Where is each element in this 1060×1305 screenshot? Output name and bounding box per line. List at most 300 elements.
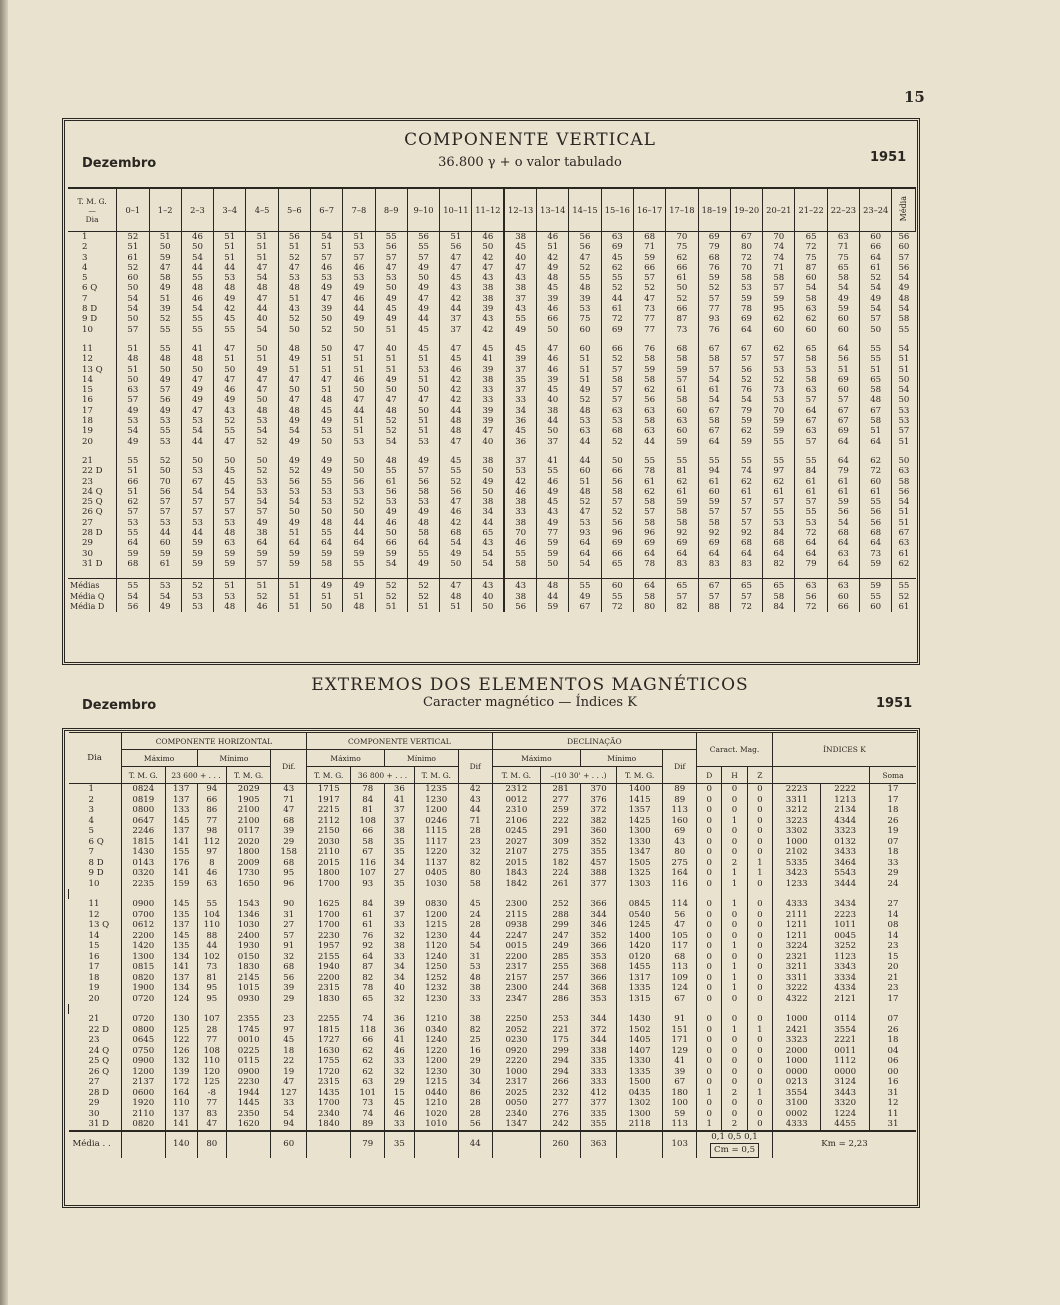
- hour-value: 57: [763, 283, 795, 293]
- hour-value: 47: [569, 507, 601, 517]
- extremes-day-row: [69, 962, 917, 973]
- top-month: Dezembro: [82, 156, 157, 171]
- hour-value: 50: [246, 456, 278, 466]
- hour-value: 64: [407, 538, 439, 548]
- hour-value: 44: [633, 437, 665, 447]
- extremes-day-row: [69, 931, 917, 942]
- hour-value: 52: [601, 354, 633, 364]
- hour-value: 61: [730, 487, 762, 497]
- spacer-cell: [633, 335, 665, 344]
- mean-label: Média D: [70, 601, 105, 611]
- mean-label: Média Q: [70, 591, 105, 601]
- extreme-value: 353: [581, 994, 617, 1005]
- hour-value: 36: [504, 416, 536, 426]
- day-label: 18: [88, 972, 100, 983]
- hour-value: 49: [504, 325, 536, 335]
- hour-value: 55: [214, 325, 246, 335]
- hour-value: 56: [440, 487, 472, 497]
- extreme-value: 31: [271, 910, 307, 921]
- extreme-value: 1843: [492, 868, 540, 879]
- hour-value: 57: [214, 507, 246, 517]
- hour-value: 39: [569, 294, 601, 304]
- day-label: 11: [82, 343, 93, 354]
- extreme-value: 133: [165, 805, 197, 816]
- day-mean: 51: [892, 507, 916, 517]
- hour-value: 53: [569, 304, 601, 314]
- hour-value: 82: [763, 559, 795, 569]
- extreme-value: 66: [351, 826, 385, 837]
- mean-value: 51: [311, 592, 343, 602]
- mean-value: 51: [375, 602, 407, 612]
- hour-value: 53: [117, 416, 149, 426]
- hour-value: 64: [569, 538, 601, 548]
- mean-value: 51: [407, 602, 439, 612]
- hour-header: 22–23: [827, 188, 859, 232]
- extreme-value: 137: [165, 784, 197, 795]
- hour-value: 49: [569, 385, 601, 395]
- hour-value: 44: [181, 437, 213, 447]
- hour-value: 57: [246, 507, 278, 517]
- spacer-cell: [569, 569, 601, 579]
- extreme-value: 232: [541, 1088, 581, 1099]
- day-label: 9 D: [82, 314, 98, 325]
- hour-header: 7–8: [343, 188, 375, 232]
- hour-value: 64: [278, 538, 310, 548]
- day-label: 30: [88, 1108, 100, 1119]
- extreme-value: 33: [869, 858, 916, 869]
- spacer-cell: [311, 569, 343, 579]
- extreme-value: 286: [541, 994, 581, 1005]
- spacer-cell: [827, 335, 859, 344]
- day-label: 30: [82, 548, 93, 559]
- extreme-value: 0600: [121, 1088, 165, 1099]
- v-base-header: 36 800 + . . .: [351, 767, 414, 784]
- extreme-value: 25: [458, 1035, 492, 1046]
- extreme-value: 67: [351, 847, 385, 858]
- hour-value: 58: [407, 487, 439, 497]
- hour-value: 60: [569, 344, 601, 354]
- extreme-value: 2107: [492, 847, 540, 858]
- mean-value: 88: [698, 602, 730, 612]
- spacer-cell: [869, 889, 916, 899]
- extreme-value: 2340: [492, 1109, 540, 1120]
- hour-value: 55: [763, 456, 795, 466]
- hour-value: 61: [827, 477, 859, 487]
- extreme-value: 1330: [616, 1056, 662, 1067]
- hour-value: 57: [698, 507, 730, 517]
- extreme-value: 1917: [307, 795, 351, 806]
- hour-value: 51: [214, 242, 246, 252]
- hour-value: 53: [504, 466, 536, 476]
- hour-value: 44: [407, 314, 439, 324]
- extreme-value: 1405: [616, 1035, 662, 1046]
- hour-value: 61: [117, 253, 149, 263]
- hour-value: 57: [698, 365, 730, 375]
- spacer-cell: [214, 569, 246, 579]
- extreme-value: 2250: [492, 1014, 540, 1025]
- hour-value: 63: [827, 232, 859, 243]
- extremes-day-row: [69, 1046, 917, 1057]
- hour-value: 47: [214, 437, 246, 447]
- spacer-cell: [537, 447, 569, 456]
- hour-value: 51: [343, 232, 375, 243]
- hour-value: 55: [795, 507, 827, 517]
- extreme-value: 1700: [307, 920, 351, 931]
- extreme-value: 3433: [821, 847, 869, 858]
- mean-value: 51: [343, 592, 375, 602]
- extreme-value: 43: [271, 784, 307, 795]
- extreme-value: 80: [458, 868, 492, 879]
- hour-value: 55: [795, 456, 827, 466]
- spacer-cell: [246, 335, 278, 344]
- spacer-cell: [763, 335, 795, 344]
- day-label: 22 D: [82, 466, 103, 477]
- extreme-value: 66: [351, 1035, 385, 1046]
- day-mean: 56: [892, 487, 916, 497]
- bottom-month: Dezembro: [82, 698, 157, 713]
- extreme-value: 382: [581, 816, 617, 827]
- hour-value: 60: [860, 477, 892, 487]
- extreme-value: 47: [197, 1119, 227, 1131]
- day-label: 13 Q: [82, 364, 103, 375]
- hour-value: 59: [827, 497, 859, 507]
- hour-value: 45: [407, 325, 439, 335]
- extreme-value: 0: [722, 1035, 747, 1046]
- hour-value: 55: [117, 456, 149, 466]
- day-label: 13 Q: [88, 920, 110, 930]
- extreme-value: 1: [722, 973, 747, 984]
- hour-value: 71: [827, 242, 859, 252]
- hour-value: 38: [504, 518, 536, 528]
- day-label: 21: [88, 1014, 100, 1024]
- hour-value: 53: [214, 518, 246, 528]
- hour-value: 57: [149, 507, 181, 517]
- day-mean: 60: [892, 242, 916, 252]
- day-mean: 53: [892, 416, 916, 426]
- hour-value: 59: [537, 538, 569, 548]
- day-mean: 61: [892, 549, 916, 559]
- extreme-value: 0: [747, 899, 772, 910]
- extreme-value: 333: [581, 1067, 617, 1078]
- mean-value: 56: [795, 592, 827, 602]
- extremes-day-row: [69, 1109, 917, 1120]
- extreme-value: 1: [747, 1088, 772, 1099]
- extreme-value: 46: [385, 1046, 415, 1057]
- hour-value: 56: [278, 232, 310, 243]
- hour-value: 48: [278, 283, 310, 293]
- hour-value: 56: [440, 242, 472, 252]
- hour-value: 63: [601, 232, 633, 243]
- day-label: 2: [82, 242, 88, 253]
- extreme-value: 34: [458, 1077, 492, 1088]
- extreme-value: 1420: [616, 941, 662, 952]
- hour-value: 46: [343, 294, 375, 304]
- extreme-value: 0820: [121, 973, 165, 984]
- hour-value: 33: [504, 507, 536, 517]
- hour-value: 49: [407, 507, 439, 517]
- hour-value: 47: [278, 263, 310, 273]
- hour-value: 64: [827, 559, 859, 569]
- hour-value: 60: [827, 325, 859, 335]
- extreme-value: 62: [351, 1046, 385, 1057]
- extreme-value: 38: [385, 826, 415, 837]
- extreme-value: 56: [271, 973, 307, 984]
- hour-value: 51: [375, 354, 407, 364]
- extreme-value: 2230: [307, 931, 351, 942]
- extreme-value: 64: [351, 952, 385, 963]
- hour-value: 55: [149, 325, 181, 335]
- hour-value: 68: [601, 426, 633, 436]
- extreme-value: 61: [351, 910, 385, 921]
- hour-value: 52: [569, 263, 601, 273]
- hour-value: 40: [472, 437, 504, 447]
- extreme-value: 113: [663, 1119, 697, 1131]
- extreme-value: 1240: [414, 1035, 458, 1046]
- d-min-tmg-header: T. M. G.: [616, 767, 662, 784]
- hour-value: 45: [504, 426, 536, 436]
- extreme-value: 32: [458, 847, 492, 858]
- hour-value: 64: [860, 437, 892, 447]
- extreme-value: 2200: [492, 952, 540, 963]
- extreme-value: 59: [663, 1109, 697, 1120]
- extreme-value: 40: [385, 983, 415, 994]
- day-mean: 57: [892, 253, 916, 263]
- spacer-cell: [666, 447, 698, 456]
- extreme-value: 0: [747, 973, 772, 984]
- extreme-value: 1137: [414, 858, 458, 869]
- hour-value: 60: [117, 273, 149, 283]
- hour-value: 50: [343, 385, 375, 395]
- extreme-value: 2255: [307, 1014, 351, 1025]
- hour-value: 49: [827, 294, 859, 304]
- extreme-value: 89: [663, 784, 697, 795]
- extreme-value: 0143: [121, 858, 165, 869]
- day-row: [68, 549, 916, 559]
- hour-value: 50: [311, 314, 343, 324]
- extreme-value: 41: [385, 1035, 415, 1046]
- hour-value: 56: [407, 232, 439, 243]
- extreme-value: 0: [697, 1025, 722, 1036]
- hour-value: 55: [537, 466, 569, 476]
- day-mean: 50: [892, 375, 916, 385]
- hour-value: 57: [601, 385, 633, 395]
- extreme-value: 2315: [307, 983, 351, 994]
- extreme-value: 91: [663, 1014, 697, 1025]
- hour-value: 53: [343, 437, 375, 447]
- hour-value: 48: [569, 487, 601, 497]
- extreme-value: 3343: [821, 962, 869, 973]
- day-label: 24 Q: [88, 1045, 110, 1056]
- extreme-value: 93: [351, 879, 385, 890]
- mean-value: 55: [117, 579, 149, 592]
- spacer-cell: [385, 889, 415, 899]
- hour-header: 12–13: [504, 188, 536, 232]
- hour-value: 64: [698, 437, 730, 447]
- hour-value: 44: [440, 304, 472, 314]
- extreme-value: 26: [869, 1025, 916, 1036]
- spacer-cell: [385, 1004, 415, 1014]
- spacer-cell: [343, 447, 375, 456]
- extreme-value: 2145: [227, 973, 271, 984]
- hour-value: 51: [375, 365, 407, 375]
- hour-value: 50: [375, 385, 407, 395]
- hour-value: 49: [407, 263, 439, 273]
- spacer-cell: [601, 335, 633, 344]
- extreme-value: 1920: [121, 1098, 165, 1109]
- extreme-value: 1700: [307, 910, 351, 921]
- hour-value: 79: [698, 242, 730, 252]
- hour-value: 69: [601, 242, 633, 252]
- hour-value: 38: [537, 406, 569, 416]
- hour-value: 47: [504, 263, 536, 273]
- hour-value: 54: [795, 283, 827, 293]
- hour-value: 49: [860, 294, 892, 304]
- extreme-value: 1357: [616, 805, 662, 816]
- spacer-cell: [772, 1004, 820, 1014]
- extreme-value: 1815: [307, 1025, 351, 1036]
- mean-value: 49: [343, 579, 375, 592]
- hour-value: 44: [214, 263, 246, 273]
- extreme-value: 0: [697, 1056, 722, 1067]
- extremes-day-row: [69, 920, 917, 931]
- extreme-value: 29: [271, 837, 307, 848]
- hour-value: 59: [633, 365, 665, 375]
- extreme-value: 97: [271, 1025, 307, 1036]
- spacer-cell: [68, 447, 117, 456]
- hour-value: 48: [181, 354, 213, 364]
- hour-value: 39: [311, 304, 343, 314]
- extreme-value: 2200: [121, 931, 165, 942]
- spacer-cell: [246, 447, 278, 456]
- hour-value: 57: [730, 507, 762, 517]
- extreme-value: 1330: [616, 837, 662, 848]
- hour-value: 47: [181, 406, 213, 416]
- extreme-value: 1930: [227, 941, 271, 952]
- spacer-cell: [117, 569, 149, 579]
- hour-value: 53: [246, 487, 278, 497]
- mean-value: 48: [440, 592, 472, 602]
- spacer-cell: [351, 889, 385, 899]
- extreme-value: 1425: [616, 816, 662, 827]
- top-year: 1951: [870, 150, 907, 165]
- extreme-value: 0: [697, 1077, 722, 1088]
- extremes-day-row: [69, 973, 917, 984]
- hour-value: 48: [214, 283, 246, 293]
- hour-value: 53: [407, 437, 439, 447]
- hour-value: 79: [730, 406, 762, 416]
- hour-value: 51: [246, 242, 278, 252]
- hour-value: 49: [278, 518, 310, 528]
- extreme-value: 294: [541, 1067, 581, 1078]
- hour-value: 53: [795, 365, 827, 375]
- extreme-value: 18: [271, 1046, 307, 1057]
- dia-label: Dia: [85, 214, 99, 224]
- hour-value: 63: [601, 406, 633, 416]
- hour-value: 50: [343, 466, 375, 476]
- extreme-value: 134: [165, 983, 197, 994]
- extreme-value: 2150: [307, 826, 351, 837]
- mean-value: 60: [860, 602, 892, 612]
- extreme-value: 1211: [772, 931, 820, 942]
- spacer-cell: [440, 335, 472, 344]
- mean-value: 51: [440, 602, 472, 612]
- extreme-value: 3464: [821, 858, 869, 869]
- v-minimo-header: Mínimo: [385, 750, 459, 767]
- hour-value: 50: [472, 487, 504, 497]
- hour-value: 48: [375, 406, 407, 416]
- hour-value: 48: [278, 406, 310, 416]
- hour-value: 51: [149, 294, 181, 304]
- hour-value: 45: [440, 456, 472, 466]
- hour-value: 59: [311, 549, 343, 559]
- hour-value: 51: [537, 242, 569, 252]
- extreme-value: 18: [869, 1035, 916, 1046]
- hour-value: 51: [246, 253, 278, 263]
- mean-value: 43: [472, 579, 504, 592]
- extreme-value: 47: [663, 920, 697, 931]
- hour-header: 8–9: [375, 188, 407, 232]
- spacer-cell: [601, 447, 633, 456]
- extreme-value: 15: [385, 1088, 415, 1099]
- hour-value: 78: [633, 559, 665, 569]
- day-label: 16: [82, 395, 93, 406]
- extreme-value: 2310: [492, 805, 540, 816]
- extreme-value: 1220: [414, 847, 458, 858]
- extreme-value: 14: [869, 931, 916, 942]
- extreme-value: 18: [869, 847, 916, 858]
- hour-value: 53: [149, 518, 181, 528]
- day-label: 26 Q: [82, 507, 103, 518]
- extreme-value: 368: [581, 983, 617, 994]
- hour-value: 47: [246, 375, 278, 385]
- extreme-value: 62: [351, 1056, 385, 1067]
- extreme-value: 94: [271, 1119, 307, 1131]
- mean-value: 52: [246, 592, 278, 602]
- hour-value: 47: [375, 263, 407, 273]
- extreme-value: 1755: [307, 1056, 351, 1067]
- extreme-value: 2134: [821, 805, 869, 816]
- hour-value: 59: [730, 294, 762, 304]
- hour-value: 65: [795, 344, 827, 354]
- extreme-value: 2: [722, 1119, 747, 1131]
- hour-value: 61: [860, 263, 892, 273]
- hour-value: 58: [633, 354, 665, 364]
- v-min-tmg-header: T. M. G.: [414, 767, 458, 784]
- extreme-value: 33: [385, 952, 415, 963]
- hour-value: 51: [278, 242, 310, 252]
- extreme-value: 1502: [616, 1025, 662, 1036]
- extreme-value: 0230: [492, 1035, 540, 1046]
- spacer-cell: [698, 569, 730, 579]
- extreme-value: 0: [747, 952, 772, 963]
- day-label: 12: [82, 354, 93, 365]
- hour-value: 34: [472, 507, 504, 517]
- extreme-value: 0: [697, 952, 722, 963]
- extreme-value: 0645: [121, 1035, 165, 1046]
- blank: [227, 1131, 271, 1158]
- extremes-day-row: [69, 983, 917, 994]
- hour-value: 50: [149, 365, 181, 375]
- extreme-value: 2222: [821, 784, 869, 795]
- extreme-value: 0820: [121, 1119, 165, 1131]
- extreme-value: 164: [165, 1088, 197, 1099]
- vertical-component-title: COMPONENTE VERTICAL: [404, 130, 656, 150]
- extremes-day-row: [69, 1035, 917, 1046]
- spacer-cell: [414, 1004, 458, 1014]
- extreme-value: 0: [747, 784, 772, 795]
- extreme-value: 101: [351, 1088, 385, 1099]
- extreme-value: 3323: [821, 826, 869, 837]
